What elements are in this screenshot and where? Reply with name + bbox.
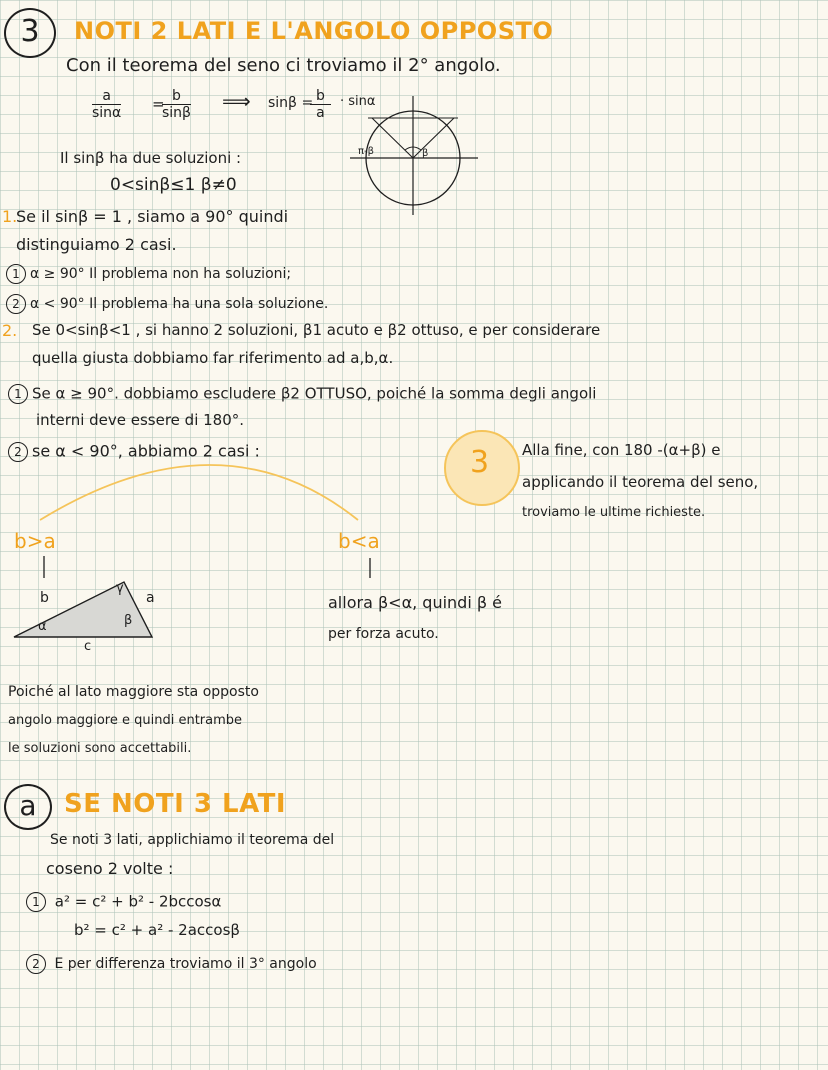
section4-item1-f2: b² = c² + a² - 2accosβ	[74, 921, 240, 939]
triangle-label-alpha: α	[38, 619, 47, 634]
formula-result-rhs: · sinα	[340, 94, 376, 109]
formula-result-lhs: sinβ =	[268, 95, 314, 111]
formula-eq: =	[152, 95, 165, 113]
triangle-label-a: a	[146, 590, 155, 606]
step3-line3: troviamo le ultime richieste.	[522, 505, 706, 520]
two-solutions-text: Il sinβ ha due soluzioni :	[60, 149, 242, 167]
case1-sub2: 2 α < 90° Il problema ha una sola soluzione.	[6, 294, 328, 314]
section4-item1-f1: 1 a² = c² + b² - 2bccosα	[26, 892, 221, 912]
case2-sub2: 2 se α < 90°, abbiamo 2 casi :	[8, 442, 260, 462]
formula-arrow: ⟹	[222, 89, 251, 113]
case1-sub2-num: 2	[6, 294, 26, 314]
formula-frac1: $\frac{a}{\sin\alpha}$	[92, 88, 122, 121]
section4-intro-b: coseno 2 volte :	[46, 859, 174, 878]
triangle-label-c: c	[84, 639, 92, 654]
section3-number: 3	[4, 8, 56, 58]
right-note-line2: per forza acuto.	[328, 626, 439, 642]
case2-marker: 2.	[2, 321, 18, 340]
section3-intro: Con il teorema del seno ci troviamo il 2° angolo.	[66, 55, 501, 76]
case2-sub1: 1 Se α ≥ 90°. dobbiamo escludere β2 OTTUSO, poiché la somma degli angoli	[8, 384, 596, 404]
triangle-label-beta: β	[124, 613, 133, 628]
formula-frac2: $\frac{b}{\sin\beta}$	[162, 88, 191, 121]
step3-line2: applicando il teorema del seno,	[522, 473, 759, 491]
case1-text-b: distinguiamo 2 casi.	[16, 235, 177, 254]
left-note-line3: le soluzioni sono accettabili.	[8, 741, 192, 756]
case1-text-a: Se il sinβ = 1 , siamo a 90° quindi	[16, 207, 289, 226]
section4-title: SE NOTI 3 LATI	[64, 789, 287, 819]
step3-line1: Alla fine, con 180 -(α+β) e	[522, 441, 721, 459]
case2-sub1-num: 1	[8, 384, 28, 404]
section4-item2: 2 E per differenza troviamo il 3° angolo	[26, 954, 317, 974]
circle-label-pi-minus-beta: π-β	[358, 146, 375, 157]
range-text: 0<sinβ≤1 β≠0	[110, 175, 237, 195]
formula-result-frac: $\frac{b}{a}$	[310, 88, 331, 121]
branch-left-label: b>a	[14, 529, 56, 553]
branch-arc	[40, 465, 358, 520]
left-note-line1: Poiché al lato maggiore sta opposto	[8, 684, 259, 700]
case1-sub1-num: 1	[6, 264, 26, 284]
triangle-label-b: b	[40, 590, 49, 606]
case2-sub2-num: 2	[8, 442, 28, 462]
section3-title: NOTI 2 LATI E L'ANGOLO OPPOSTO	[74, 17, 554, 45]
circle-label-beta: β	[422, 148, 429, 159]
case2-sub1-cont: interni deve essere di 180°.	[36, 411, 245, 429]
case2-text-a: Se 0<sinβ<1 , si hanno 2 soluzioni, β1 acuto e β2 ottuso, e per considerare	[32, 321, 601, 339]
branch-right-label: b<a	[338, 529, 380, 553]
case1-marker: 1.	[2, 207, 18, 226]
section4-number: a	[4, 784, 52, 830]
right-note-line1: allora β<α, quindi β é	[328, 593, 502, 612]
step3-number: 3	[470, 445, 490, 480]
case2-text-b: quella giusta dobbiamo far riferimento ad a,b,α.	[32, 349, 394, 367]
section4-item2-num: 2	[26, 954, 46, 974]
section4-intro-a: Se noti 3 lati, applichiamo il teorema del	[50, 832, 335, 848]
triangle-label-gamma: γ	[116, 581, 124, 596]
section4-item1-num: 1	[26, 892, 46, 912]
case1-sub1: 1 α ≥ 90° Il problema non ha soluzioni;	[6, 264, 291, 284]
left-note-line2: angolo maggiore e quindi entrambe	[8, 713, 243, 728]
